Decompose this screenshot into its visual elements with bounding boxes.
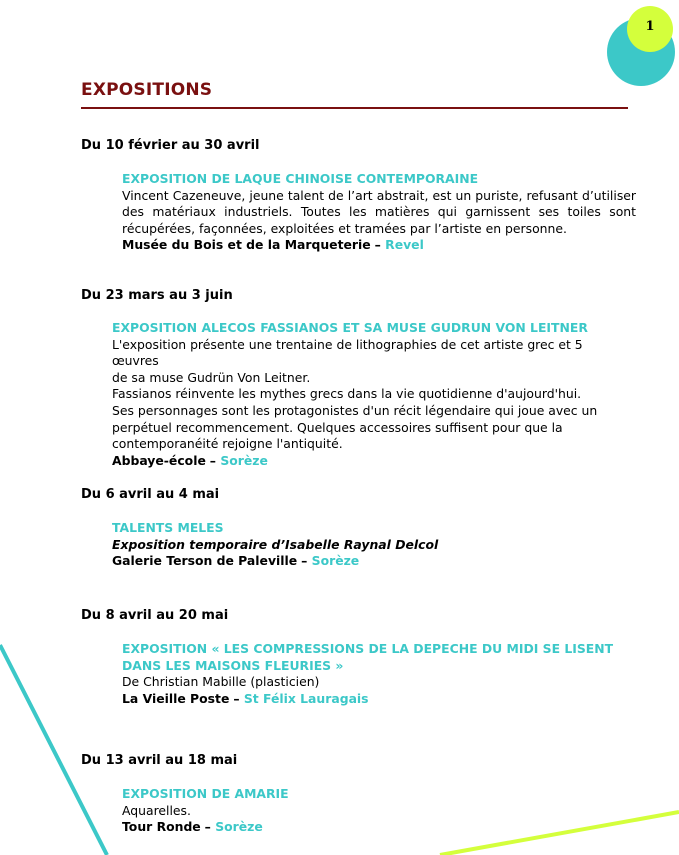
event-venue: Musée du Bois et de la Marqueterie — [122, 237, 371, 253]
event-venue: Abbaye-école — [112, 452, 206, 468]
event-title: TALENTS MELES — [112, 520, 224, 535]
event-description-line: contemporanéité rejoigne l'antiquité. — [112, 436, 343, 452]
event-description: Vincent Cazeneuve, jeune talent de l’art abstrait, est un puriste, refusant d’utiliser des matériaux industriels. Toutes les matières qui garnissent ses toiles sont récupérées, façonnées, exploitées et tramées par l’artiste en personne. — [122, 187, 636, 236]
event-description-line: L'exposition présente une trentaine de lithographies de cet artiste grec et 5 œuvres — [112, 336, 583, 369]
event-venue: Tour Ronde — [122, 819, 201, 835]
page-number: 1 — [645, 18, 655, 34]
event-venue: La Vieille Poste — [122, 690, 230, 706]
event-location: Abbaye-école – Sorèze — [112, 452, 268, 468]
event-city: St Félix Lauragais — [243, 690, 369, 706]
event-title-line: DANS LES MAISONS FLEURIES » — [122, 657, 344, 673]
event-block — [122, 171, 636, 254]
event-title: EXPOSITION DE AMARIE — [122, 786, 289, 801]
event-venue: Galerie Terson de Paleville — [112, 553, 298, 569]
event-description-line: Fassianos réinvente les mythes grecs dans la vie quotidienne d'aujourd'hui. — [112, 386, 582, 402]
event-date: Du 10 février au 30 avril — [81, 138, 260, 153]
event-city: Revel — [385, 237, 424, 253]
event-title: EXPOSITION ALECOS FASSIANOS ET SA MUSE GUDRUN VON LEITNER — [112, 320, 588, 335]
event-title-line: EXPOSITION « LES COMPRESSIONS DE LA DEPECHE DU MIDI SE LISENT — [122, 641, 614, 656]
event-description: Exposition temporaire d’Isabelle Raynal Delcol — [112, 536, 439, 552]
event-description-line: de sa muse Gudrün Von Leitner. — [112, 369, 311, 385]
event-block — [112, 320, 632, 469]
event-city: Sorèze — [220, 452, 268, 468]
event-location: Musée du Bois et de la Marqueterie – Revel — [122, 237, 424, 253]
event-location: Galerie Terson de Paleville – Sorèze — [112, 553, 360, 569]
event-block — [112, 520, 632, 570]
page-badge-circle-lime — [627, 6, 673, 52]
event-block — [122, 641, 642, 707]
event-date: Du 13 avril au 18 mai — [81, 753, 238, 768]
event-location: Tour Ronde – Sorèze — [122, 819, 263, 835]
event-block — [122, 786, 642, 836]
event-description-line: perpétuel recommencement. Quelques accessoires suffisent pour que la — [112, 419, 563, 435]
event-description: Aquarelles. — [122, 802, 191, 818]
event-location: La Vieille Poste – St Félix Lauragais — [122, 690, 369, 706]
page-title: EXPOSITIONS — [81, 80, 213, 100]
event-description: De Christian Mabille (plasticien) — [122, 674, 320, 690]
event-description-line: Ses personnages sont les protagonistes d'un récit légendaire qui joue avec un — [112, 402, 598, 418]
event-date: Du 23 mars au 3 juin — [81, 288, 233, 303]
event-city: Sorèze — [215, 819, 263, 835]
event-date: Du 6 avril au 4 mai — [81, 487, 220, 502]
event-title: EXPOSITION DE LAQUE CHINOISE CONTEMPORAINE — [122, 171, 479, 186]
teal-diagonal-line — [0, 645, 107, 855]
title-rule — [81, 107, 628, 109]
event-city: Sorèze — [311, 553, 360, 569]
event-date: Du 8 avril au 20 mai — [81, 608, 229, 623]
